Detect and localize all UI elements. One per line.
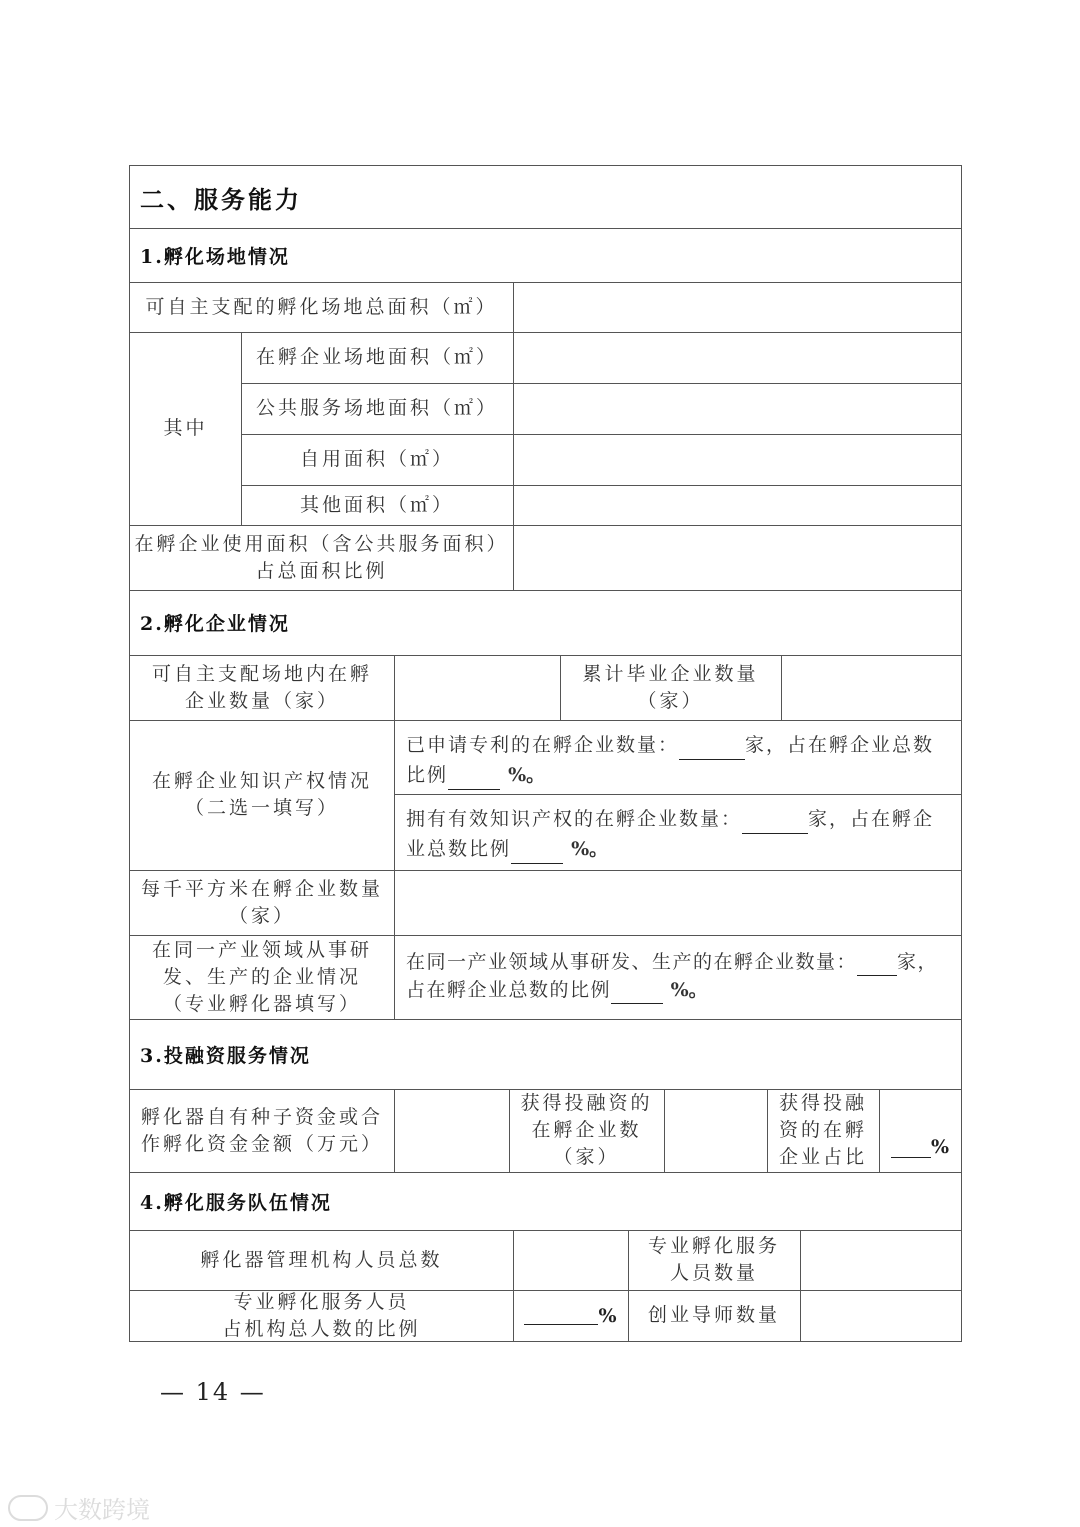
patent-text-c: 比例 — [406, 764, 449, 786]
section-2-heading: 2.孵化企业情况 — [140, 613, 290, 635]
valid-text-a: 拥有有效知识产权的在孵企业数量： — [406, 808, 743, 830]
section-4-heading: 4.孵化服务队伍情况 — [140, 1191, 332, 1214]
watermark — [8, 1490, 150, 1525]
financed-ratio-field — [879, 1089, 961, 1172]
watermark-logo-icon — [8, 1495, 48, 1521]
section-3-heading: 3.投融资服务情况 — [140, 1044, 311, 1067]
valid-text-b: 家，占在孵企 — [808, 808, 935, 830]
patent-ratio-blank[interactable] — [448, 771, 500, 790]
graduated-count-line1: 累计毕业企业数量 — [582, 662, 759, 685]
self-use-area-field[interactable] — [513, 434, 961, 485]
pro-ratio-pct: % — [598, 1304, 617, 1327]
valid-pct: %。 — [571, 838, 609, 860]
financed-ratio-line2: 资的在孵 — [778, 1119, 867, 1141]
same-industry-content — [394, 935, 961, 1019]
pro-ratio-blank[interactable] — [524, 1306, 598, 1325]
pro-ratio-label — [130, 1290, 513, 1341]
financed-ratio-pct: % — [930, 1136, 950, 1158]
financed-ratio-blank[interactable] — [891, 1139, 931, 1158]
seed-fund-field[interactable] — [394, 1089, 509, 1172]
incubating-count-field[interactable] — [394, 655, 560, 720]
same-text-c: 占在孵企业总数的比例 — [406, 979, 612, 1001]
same-count-blank[interactable] — [857, 957, 897, 976]
financed-count-line1: 获得投融资的 — [520, 1092, 653, 1114]
incubating-area-field[interactable] — [513, 332, 961, 383]
per-thousand-field[interactable] — [394, 870, 961, 935]
seed-fund-label — [130, 1089, 394, 1172]
incubating-count-line2: 企业数量（家） — [184, 689, 339, 712]
public-area-label: 公共服务场地面积（㎡） — [255, 397, 498, 419]
financed-ratio-line3: 企业占比 — [778, 1146, 867, 1168]
usage-ratio-label — [130, 525, 513, 590]
usage-ratio-field[interactable] — [513, 525, 961, 590]
pro-staff-line2: 人员数量 — [669, 1262, 758, 1284]
per-thousand-line2: （家） — [228, 904, 295, 927]
financed-count-field[interactable] — [664, 1089, 767, 1172]
usage-ratio-line2: 占总面积比例 — [255, 559, 388, 582]
financed-count-label — [509, 1089, 664, 1172]
patent-pct: %。 — [508, 764, 546, 786]
mentors-field[interactable] — [800, 1290, 961, 1341]
same-industry-label — [130, 935, 394, 1019]
service-capacity-form — [129, 165, 962, 1342]
same-industry-line1: 在同一产业领域从事研 — [151, 938, 372, 961]
graduated-count-label — [560, 655, 781, 720]
valid-text-c: 业总数比例 — [406, 838, 512, 860]
same-pct: %。 — [670, 979, 708, 1001]
seed-fund-line1: 孵化器自有种子资金或合 — [140, 1105, 383, 1128]
per-thousand-label — [130, 870, 394, 935]
other-area-label: 其他面积（㎡） — [299, 493, 454, 516]
seed-fund-line2: 作孵化资金金额（万元） — [140, 1132, 383, 1155]
other-area-field[interactable] — [513, 485, 961, 525]
usage-ratio-line1: 在孵企业使用面积（含公共服务面积） — [134, 532, 509, 555]
patent-count-blank[interactable] — [679, 741, 745, 760]
graduated-count-line2: （家） — [637, 689, 704, 712]
incubating-area-label: 在孵企业场地面积（㎡） — [255, 346, 498, 368]
same-text-b: 家， — [897, 951, 939, 973]
patent-option — [394, 720, 961, 794]
financed-ratio-line1: 获得投融 — [778, 1092, 867, 1114]
page-number: — 14 — — [160, 1378, 266, 1406]
incubating-count-label — [130, 655, 394, 720]
same-industry-line3: （专业孵化器填写） — [162, 992, 361, 1015]
ip-status-line2: （二选一填写） — [184, 797, 339, 819]
financed-count-line2: 在孵企业数 — [531, 1119, 642, 1141]
total-area-field[interactable] — [513, 282, 961, 332]
pro-ratio-field — [513, 1290, 628, 1341]
self-use-area-label: 自用面积（㎡） — [299, 448, 454, 470]
staff-total-field[interactable] — [513, 1230, 628, 1290]
graduated-count-field[interactable] — [781, 655, 961, 720]
among-label: 其中 — [163, 417, 208, 439]
financed-count-line3: （家） — [553, 1146, 620, 1168]
patent-text-a: 已申请专利的在孵企业数量： — [406, 734, 680, 756]
section-1-heading: 1.孵化场地情况 — [140, 245, 290, 268]
pro-staff-label — [628, 1230, 800, 1290]
incubating-count-line1: 可自主支配场地内在孵 — [151, 662, 372, 685]
same-ratio-blank[interactable] — [611, 985, 663, 1004]
valid-ip-option — [394, 794, 961, 870]
pro-ratio-line1: 专业孵化服务人员 — [233, 1290, 410, 1313]
staff-total-label: 孵化器管理机构人员总数 — [200, 1248, 443, 1271]
same-industry-line2: 发、生产的企业情况 — [162, 965, 361, 988]
financed-ratio-label — [767, 1089, 879, 1172]
form-title: 二、服务能力 — [140, 185, 302, 214]
total-area-label: 可自主支配的孵化场地总面积（㎡） — [145, 295, 498, 318]
pro-staff-line1: 专业孵化服务 — [647, 1235, 780, 1257]
public-area-field[interactable] — [513, 383, 961, 434]
pro-ratio-line2: 占机构总人数的比例 — [222, 1317, 421, 1340]
same-text-a: 在同一产业领域从事研发、生产的在孵企业数量： — [406, 951, 858, 973]
ip-status-line1: 在孵企业知识产权情况 — [151, 770, 372, 792]
pro-staff-field[interactable] — [800, 1230, 961, 1290]
mentors-label: 创业导师数量 — [647, 1304, 780, 1326]
per-thousand-line1: 每千平方米在孵企业数量 — [140, 877, 383, 900]
ip-status-label — [130, 720, 394, 870]
valid-count-blank[interactable] — [742, 815, 808, 834]
patent-text-b: 家，占在孵企业总数 — [745, 734, 935, 756]
watermark-text: 大数跨境 — [54, 1496, 150, 1524]
valid-ratio-blank[interactable] — [511, 845, 563, 864]
